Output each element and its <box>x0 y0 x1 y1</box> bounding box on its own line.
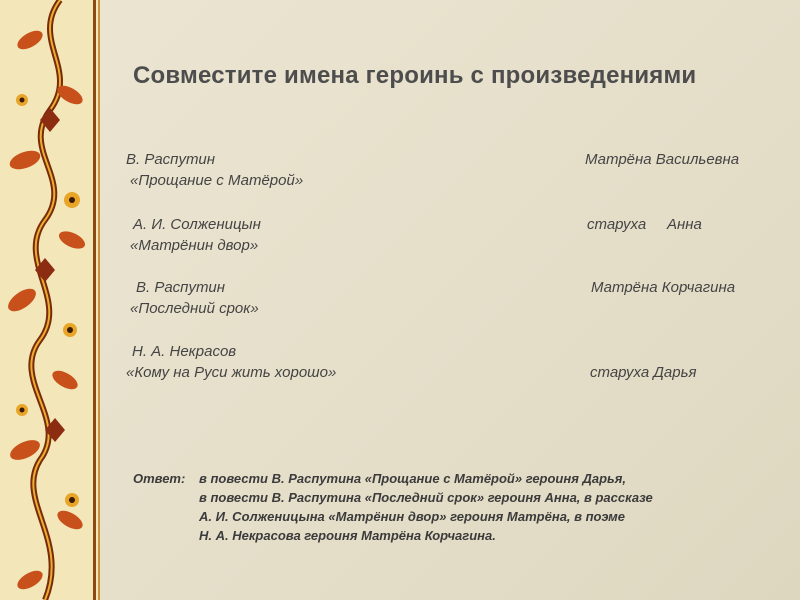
work-3: «Последний срок» <box>130 300 259 317</box>
floral-ornament-icon <box>0 0 100 600</box>
decorative-border <box>0 0 100 600</box>
answer-line-4: Н. А. Некрасова героиня Матрёна Корчагина. <box>199 528 496 543</box>
page-title: Совместите имена героинь с произведениями <box>133 62 697 89</box>
heroine-4: старуха Дарья <box>590 364 697 381</box>
work-4: «Кому на Руси жить хорошо» <box>126 364 337 381</box>
author-1: В. Распутин <box>126 151 216 168</box>
heroine-2: старуха Анна <box>587 216 702 233</box>
heroine-1: Матрёна Васильевна <box>585 151 740 168</box>
author-2: А. И. Солженицын <box>133 216 261 233</box>
border-rule-light <box>98 0 100 600</box>
work-2: «Матрёнин двор» <box>130 237 259 254</box>
work-1: «Прощание с Матёрой» <box>130 172 304 189</box>
answer-line-2: в повести В. Распутина «Последний срок» героиня Анна, в рассказе <box>199 490 653 505</box>
border-rule-dark <box>93 0 96 600</box>
answer-line-1: в повести В. Распутина «Прощание с Матёрой» героиня Дарья, <box>199 471 627 486</box>
author-3: В. Распутин <box>136 279 226 296</box>
answer-label: Ответ: <box>133 471 186 486</box>
answer-line-3: А. И. Солженицына «Матрёнин двор» героиня Матрёна, в поэме <box>199 509 626 524</box>
heroine-3: Матрёна Корчагина <box>591 279 736 296</box>
author-4: Н. А. Некрасов <box>132 343 237 360</box>
